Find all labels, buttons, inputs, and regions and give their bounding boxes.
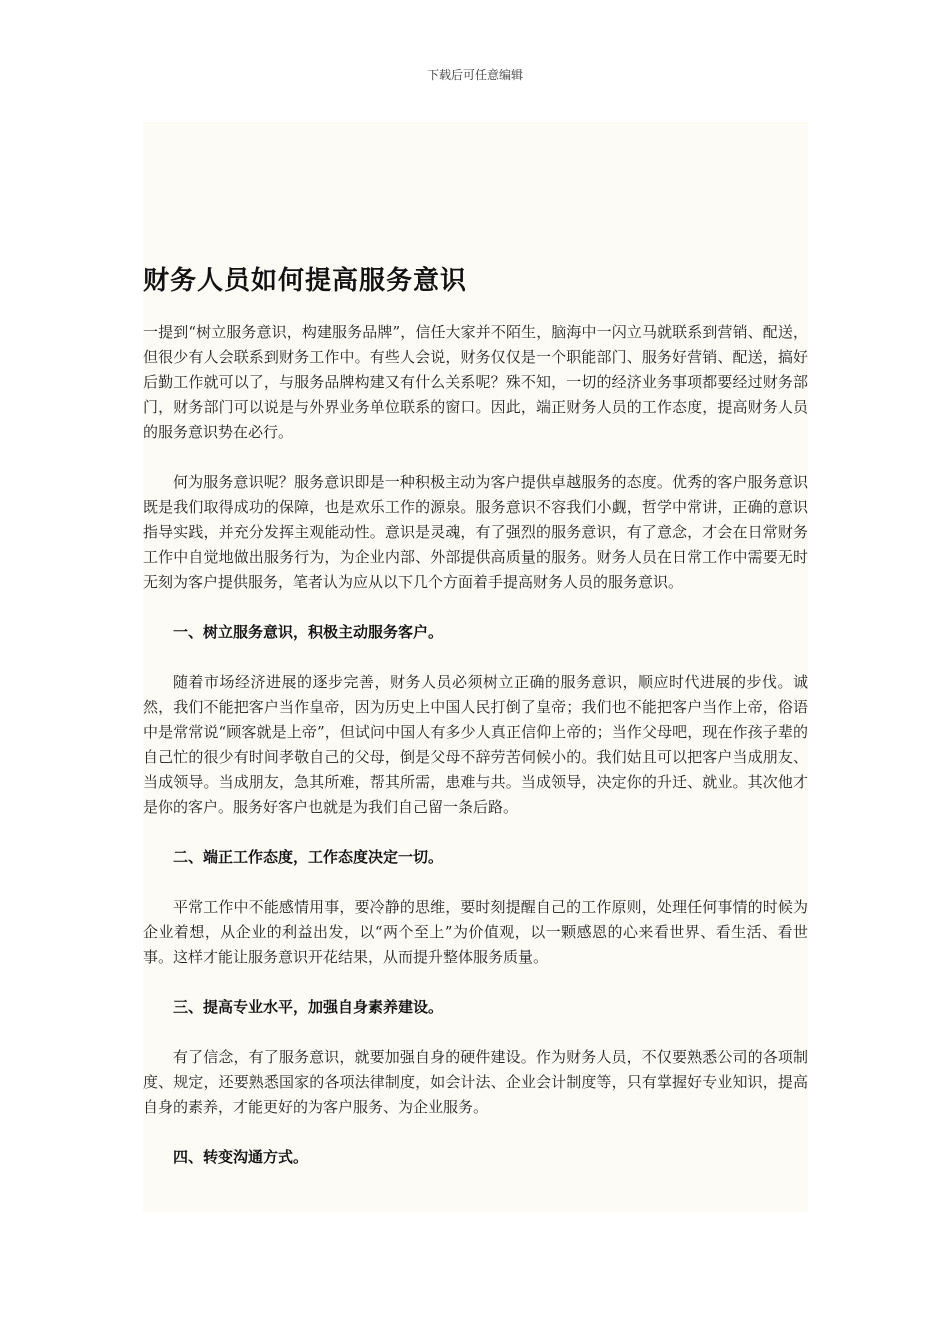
section-heading-3: 三、提高专业水平，加强自身素养建设。: [173, 998, 444, 1016]
page-header-note: 下载后可任意编辑: [426, 68, 523, 82]
definition-paragraph: 何为服务意识呢？服务意识即是一种积极主动为客户提供卓越服务的态度。优秀的客户服务意识既是我们取得成功的保障，也是欢乐工作的源泉。服务意识不容我们小觑，哲学中常讲，正确的意识指导实践，并充分发挥主观能动性。意识是灵魂，有了强烈的服务意识，有了意念，才会在日常财务工作中自觉地做出服务行为，为企业内部、外部提供高质量的服务。财务人员在日常工作中需要无时无刻为客户提供服务，笔者认为应从以下几个方面着手提高财务人员的服务意识。: [143, 473, 808, 591]
section-heading-4: 四、转变沟通方式。: [173, 1148, 309, 1166]
section-heading-2: 二、端正工作态度，工作态度决定一切。: [173, 848, 444, 866]
article-content: [143, 320, 808, 1195]
section-body-1: 随着市场经济进展的逐步完善，财务人员必须树立正确的服务意识，顺应时代进展的步伐。诚然，我们不能把客户当作皇帝，因为历史上中国人民打倒了皇帝；我们也不能把客户当作上帝，俗语中是常常说“顾客就是上帝”，但试问中国人有多少人真正信仰上帝的；当作父母吧，现在作孩子辈的自己忙的很少有时间孝敬自己的父母，倒是父母不辞劳苦伺候小的。我们姑且可以把客户当成朋友、当成领导。当成朋友，急其所难，帮其所需，患难与共。当成领导，决定你的升迁、就业。其次他才是你的客户。服务好客户也就是为我们自己留一条后路。: [143, 673, 808, 816]
intro-paragraph: 一提到“树立服务意识，构建服务品牌”，信任大家并不陌生，脑海中一闪立马就联系到营销、配送，但很少有人会联系到财务工作中。有些人会说，财务仅仅是一个职能部门、服务好营销、配送，搞好后勤工作就可以了，与服务品牌构建又有什么关系呢？殊不知，一切的经济业务事项都要经过财务部门，财务部门可以说是与外界业务单位联系的窗口。因此，端正财务人员的工作态度，提高财务人员的服务意识势在必行。: [143, 323, 808, 441]
section-body-3: 有了信念，有了服务意识，就要加强自身的硬件建设。作为财务人员，不仅要熟悉公司的各项制度、规定，还要熟悉国家的各项法律制度，如会计法、企业会计制度等，只有掌握好专业知识，提高自身的素养，才能更好的为客户服务、为企业服务。: [143, 1048, 808, 1116]
section-heading-1: 一、树立服务意识，积极主动服务客户。: [173, 623, 444, 641]
section-body-2: 平常工作中不能感情用事，要冷静的思维，要时刻提醒自己的工作原则，处理任何事情的时候为企业着想，从企业的利益出发，以“两个至上”为价值观，以一颗感恩的心来看世界、看生活、看世事。这样才能让服务意识开花结果，从而提升整体服务质量。: [143, 898, 808, 966]
article-title: 财务人员如何提高服务意识: [143, 266, 468, 296]
article-body: [143, 122, 808, 1212]
